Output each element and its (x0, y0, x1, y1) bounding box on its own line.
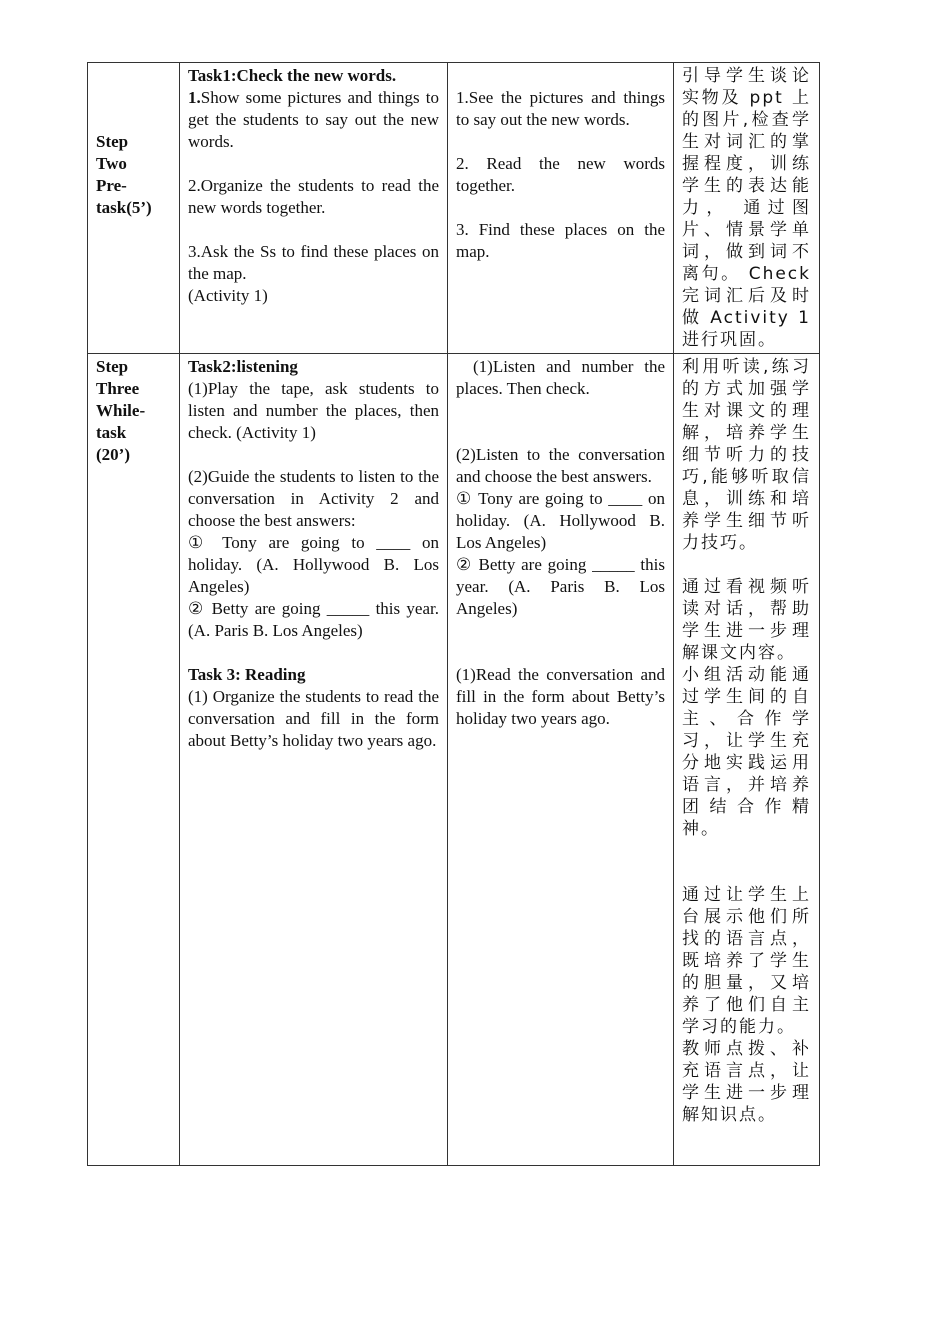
student-item-3: 3. Find these places on the map. (456, 220, 665, 261)
teacher-item-3: 3.Ask the Ss to find these places on the map. (188, 242, 439, 283)
teacher-item-1 (188, 87, 439, 153)
teacher-reading-item-1: (1) Organize the students to read the conversation and fill in the form about Betty’s holiday two years ago. (188, 687, 439, 750)
purpose-listening: 利用听读,练习的方式加强学生对课文的理解，培养学生细节听力的技巧,能够听取信息，训练和培养学生细节听力技巧。 (682, 357, 811, 553)
task1-title: Task1:Check the new words. (188, 66, 397, 85)
teacher-item-2: 2.Organize the students to read the new words together. (188, 176, 439, 217)
teacher-item-1-number: 1. (188, 88, 201, 107)
purpose-group-work: 小组活动能通过学生间的自主、合作学习，让学生充分地实践运用语言，并培养团结合作精神。 (682, 665, 811, 839)
purpose-teacher-guide: 教师点拨、补充语言点，让学生进一步理解知识点。 (682, 1039, 811, 1125)
step-label-line: Three (96, 379, 140, 398)
step-cell-pre-task (88, 63, 180, 354)
step-label-line: (20’) (96, 445, 130, 464)
step-label-line: Pre- (96, 176, 127, 195)
table-row-pre-task (88, 63, 820, 354)
student-listening-item-1: (1)Listen and number the places. Then check. (456, 357, 665, 398)
student-item-2: 2. Read the new words together. (456, 154, 665, 195)
student-question-1: ① Tony are going to ____ on holiday. (A. Hollywood B. Los Angeles) (456, 489, 665, 552)
step-cell-while-task (88, 354, 180, 1166)
step-label-line: Two (96, 154, 127, 173)
student-activity-while-task (448, 354, 674, 1166)
teacher-item-3-note: (Activity 1) (188, 286, 268, 305)
teacher-activity-while-task (180, 354, 448, 1166)
student-activity-pre-task (448, 63, 674, 354)
teacher-question-1: ① Tony are going to ____ on holiday. (A. Hollywood B. Los Angeles) (188, 533, 439, 596)
teacher-item-1-text: Show some pictures and things to get the students to say out the new words. (188, 88, 439, 151)
purpose-presentation: 通过让学生上台展示他们所找的语言点，既培养了学生的胆量，又培养了他们自主学习的能力。 (682, 885, 811, 1037)
teacher-question-2: ② Betty are going _____ this year. (A. Paris B. Los Angeles) (188, 599, 439, 640)
step-label-line: task (96, 423, 127, 442)
task3-title: Task 3: Reading (188, 665, 306, 684)
teacher-listening-item-1: (1)Play the tape, ask students to listen and number the places, then check. (Activity 1) (188, 379, 439, 442)
purpose-pre-task (674, 63, 820, 354)
teacher-activity-pre-task (180, 63, 448, 354)
student-reading-item-1: (1)Read the conversation and fill in the form about Betty’s holiday two years ago. (456, 665, 665, 728)
lesson-plan-table (87, 62, 820, 1166)
student-listening-item-2: (2)Listen to the conversation and choose the best answers. (456, 445, 665, 486)
step-label-line: Step (96, 132, 129, 151)
step-label-line: While- (96, 401, 146, 420)
purpose-text: 引导学生谈论实物及 ppt 上的图片,检查学生对词汇的掌握程度，训练学生的表达能力， 通过图片、情景学单词，做到词不离句。 Check 完词汇后及时做 Activity 1 进行巩固。 (682, 66, 811, 350)
step-label-line: task(5’) (96, 198, 152, 217)
student-question-2: ② Betty are going _____ this year. (A. Paris B. Los Angeles) (456, 555, 665, 618)
step-label-line: Step (96, 357, 129, 376)
student-item-1: 1.See the pictures and things to say out the new words. (456, 88, 665, 129)
task2-title: Task2:listening (188, 357, 298, 376)
teacher-listening-item-2: (2)Guide the students to listen to the conversation in Activity 2 and choose the best answers: (188, 467, 439, 530)
purpose-video: 通过看视频听读对话，帮助学生进一步理解课文内容。 (682, 577, 811, 663)
table-row-while-task (88, 354, 820, 1166)
purpose-while-task (674, 354, 820, 1166)
